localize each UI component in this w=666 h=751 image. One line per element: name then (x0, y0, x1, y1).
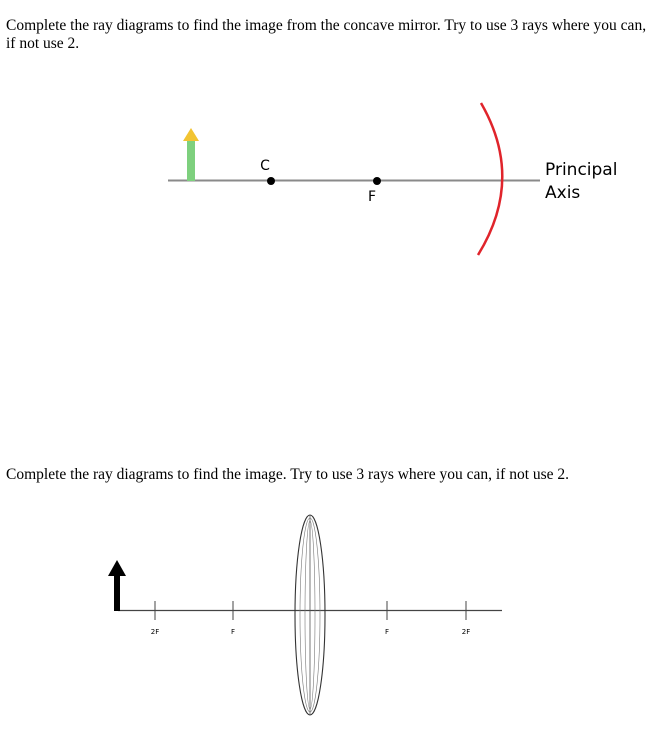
convex-lens (295, 515, 325, 715)
center-of-curvature-point (267, 177, 275, 185)
focal-point (373, 177, 381, 185)
concave-mirror (478, 103, 502, 255)
object-arrow-tip (183, 128, 199, 141)
mirror-instruction: Complete the ray diagrams to find the image from the concave mirror. Try to use 3 rays where you can, if not use 2. (6, 17, 647, 52)
object-arrow-body (187, 139, 195, 181)
left-2f-label: 2F (150, 628, 160, 636)
right-f-label: F (384, 628, 390, 636)
principal-axis-label-line1: Principal (545, 160, 618, 180)
lens-object-arrow-tip (108, 560, 126, 576)
lens-object-arrow-body (114, 570, 120, 611)
convex-lens-diagram (0, 512, 666, 722)
principal-axis-label-line2: Axis (545, 183, 581, 203)
focal-point-label: F (367, 189, 377, 205)
lens-instruction: Complete the ray diagrams to find the image. Try to use 3 rays where you can, if not use 2. (6, 466, 570, 483)
concave-mirror-diagram (0, 95, 666, 265)
left-f-label: F (230, 628, 236, 636)
right-2f-label: 2F (461, 628, 471, 636)
center-of-curvature-label: C (260, 158, 270, 174)
